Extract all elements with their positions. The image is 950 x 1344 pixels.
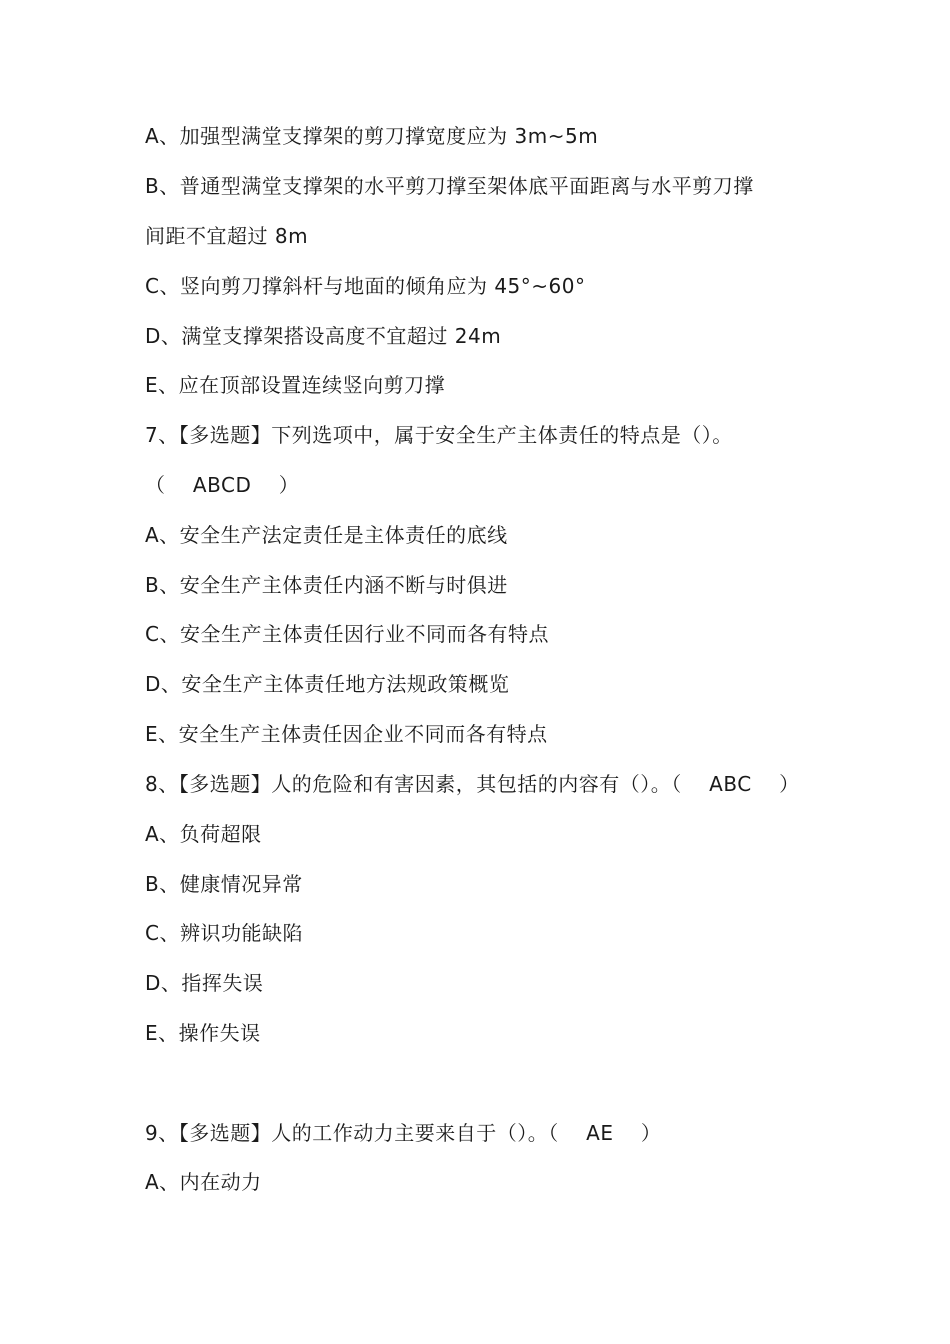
option-8d: D、指挥失误	[145, 971, 264, 995]
question-7: 7、【多选题】下列选项中，属于安全生产主体责任的特点是（）。	[145, 423, 733, 447]
option-7a: A、安全生产法定责任是主体责任的底线	[145, 523, 508, 547]
answer-7: （ ABCD ）	[145, 473, 300, 497]
option-7d: D、安全生产主体责任地方法规政策概览	[145, 672, 510, 696]
option-8e: E、操作失误	[145, 1021, 261, 1045]
option-6a: A、加强型满堂支撑架的剪刀撑宽度应为 3m~5m	[145, 124, 599, 148]
option-6d: D、满堂支撑架搭设高度不宜超过 24m	[145, 324, 502, 348]
option-6b-continued: 间距不宜超过 8m	[145, 224, 309, 248]
option-7e: E、安全生产主体责任因企业不同而各有特点	[145, 722, 548, 746]
option-6e: E、应在顶部设置连续竖向剪刀撑	[145, 373, 446, 397]
option-7b: B、安全生产主体责任内涵不断与时俱进	[145, 573, 508, 597]
question-9: 9、【多选题】人的工作动力主要来自于（）。（ AE ）	[145, 1121, 662, 1145]
option-6b: B、普通型满堂支撑架的水平剪刀撑至架体底平面距离与水平剪刀撑	[145, 174, 754, 198]
option-7c: C、安全生产主体责任因行业不同而各有特点	[145, 622, 549, 646]
option-9a: A、内在动力	[145, 1170, 262, 1194]
option-8b: B、健康情况异常	[145, 872, 303, 896]
question-8: 8、【多选题】人的危险和有害因素，其包括的内容有（）。（ ABC ）	[145, 772, 800, 796]
option-6c: C、竖向剪刀撑斜杆与地面的倾角应为 45°~60°	[145, 274, 586, 298]
option-8a: A、负荷超限	[145, 822, 262, 846]
option-8c: C、辨识功能缺陷	[145, 921, 303, 945]
